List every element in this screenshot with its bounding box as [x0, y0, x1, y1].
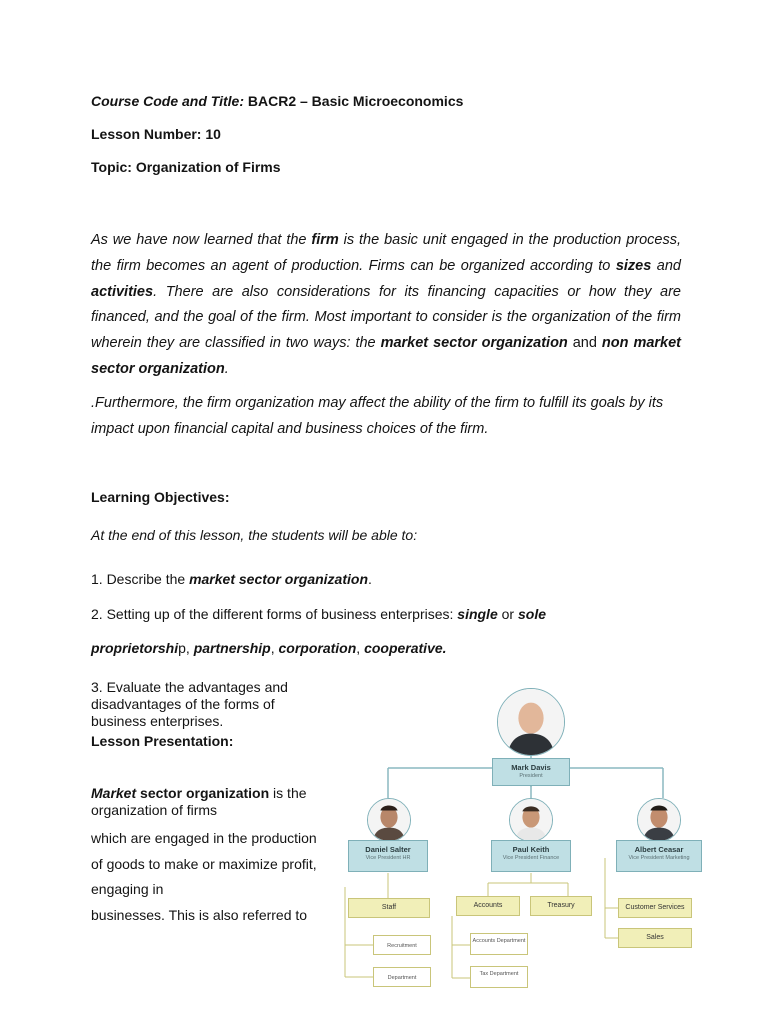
vp-hr-photo	[367, 798, 411, 842]
objective-emphasis: single	[457, 606, 498, 622]
presentation-heading: Lesson Presentation:	[91, 733, 234, 749]
objective-emphasis: corporation	[278, 640, 357, 656]
objective-text: ,	[270, 640, 279, 656]
definition-sector-org: sector organization	[136, 785, 270, 801]
intro-paragraph	[91, 228, 681, 383]
course-value: BACR2 – Basic Microeconomics	[243, 93, 464, 109]
president-photo	[497, 688, 565, 756]
president-name: Mark Davis	[511, 763, 551, 772]
objective-text: ,	[356, 640, 365, 656]
objective-text: 1. Describe the	[91, 571, 190, 587]
objective-emphasis: market sector organization	[189, 571, 368, 587]
vp-hr-box	[348, 840, 428, 872]
intro-firm: firm	[311, 232, 339, 248]
intro-text: As we have now learned that the	[91, 232, 312, 248]
objective-emphasis: proprietorshi	[91, 640, 179, 656]
intro-sizes: sizes	[615, 257, 652, 274]
org-chart	[340, 680, 720, 1010]
intro-paragraph-2: .Furthermore, the firm organization may affect the ability of the firm to fulfill its goals by its impact upon financial capital and business choices of the firm.	[91, 395, 664, 437]
vp-marketing-name: Albert Ceasar	[634, 845, 684, 854]
customer-services-box: Customer Services	[618, 898, 692, 918]
intro-text: is the basic unit engaged in the production process, the firm becomes an agent of production. Firms can be organized according to	[91, 232, 681, 274]
president-box	[492, 758, 570, 786]
objective-text: p,	[178, 640, 194, 656]
intro-non-market-sector: non market sector organization	[91, 335, 681, 377]
vp-finance-box	[491, 840, 571, 872]
staff-box: Staff	[348, 898, 430, 918]
objective-text: 2. Setting up of the different forms of business enterprises:	[91, 606, 458, 622]
intro-market-sector: market sector organization	[380, 335, 568, 352]
intro-text: and	[567, 335, 602, 352]
objective-emphasis: cooperative.	[364, 640, 447, 656]
objective-3: 3. Evaluate the advantages and disadvantages of the forms of business enterprises.	[91, 679, 288, 729]
person-icon	[498, 689, 564, 755]
course-label: Course Code and Title:	[91, 93, 244, 109]
presentation-line-3: engaging in	[91, 881, 164, 897]
objective-1	[91, 571, 372, 587]
vp-marketing-title: Vice President Marketing	[628, 855, 690, 861]
sales-box: Sales	[618, 928, 692, 948]
definition-market: Market	[91, 785, 137, 801]
treasury-box: Treasury	[530, 896, 592, 916]
recruitment-box: Recruitment	[373, 935, 431, 955]
person-icon	[368, 799, 410, 841]
objective-text: or	[497, 606, 518, 622]
course-title	[91, 93, 463, 109]
lesson-number: Lesson Number: 10	[91, 126, 221, 142]
department-box: Department	[373, 967, 431, 987]
objectives-heading: Learning Objectives:	[91, 489, 230, 505]
presentation-definition	[91, 785, 336, 819]
objective-2	[91, 606, 546, 622]
objective-emphasis: partnership	[193, 640, 271, 656]
tax-department-box: Tax Department	[470, 966, 528, 988]
definition-text: is the organization of firms	[91, 785, 307, 818]
intro-text: .	[224, 360, 229, 377]
accounts-department-box: Accounts Department	[470, 933, 528, 955]
topic: Topic: Organization of Firms	[91, 159, 281, 175]
intro-text: and	[651, 257, 681, 274]
vp-finance-name: Paul Keith	[512, 845, 550, 854]
vp-finance-photo	[509, 798, 553, 842]
intro-activities: activities	[91, 283, 154, 300]
presentation-line-4: businesses. This is also referred to	[91, 907, 308, 923]
vp-marketing-box	[616, 840, 702, 872]
person-icon	[510, 799, 552, 841]
objective-emphasis: sole	[517, 606, 546, 622]
vp-hr-title: Vice President HR	[365, 855, 411, 861]
accounts-box: Accounts	[456, 896, 520, 916]
vp-finance-title: Vice President Finance	[502, 855, 560, 861]
president-title: President	[519, 773, 543, 779]
vp-marketing-photo	[637, 798, 681, 842]
objective-text: .	[368, 571, 372, 587]
person-icon	[638, 799, 680, 841]
objective-2-cont	[91, 640, 447, 656]
presentation-line-1: which are engaged in the production	[91, 830, 317, 846]
objectives-intro: At the end of this lesson, the students will be able to:	[91, 527, 418, 543]
presentation-line-2: of goods to make or maximize profit,	[91, 856, 317, 872]
intro-text: . There are also considerations for its financing capacities or how they are financed, and the goal of the firm. Most important to consider is the organization of the firm wherein they are classified in two ways: the	[91, 283, 681, 352]
vp-hr-name: Daniel Salter	[365, 845, 411, 854]
